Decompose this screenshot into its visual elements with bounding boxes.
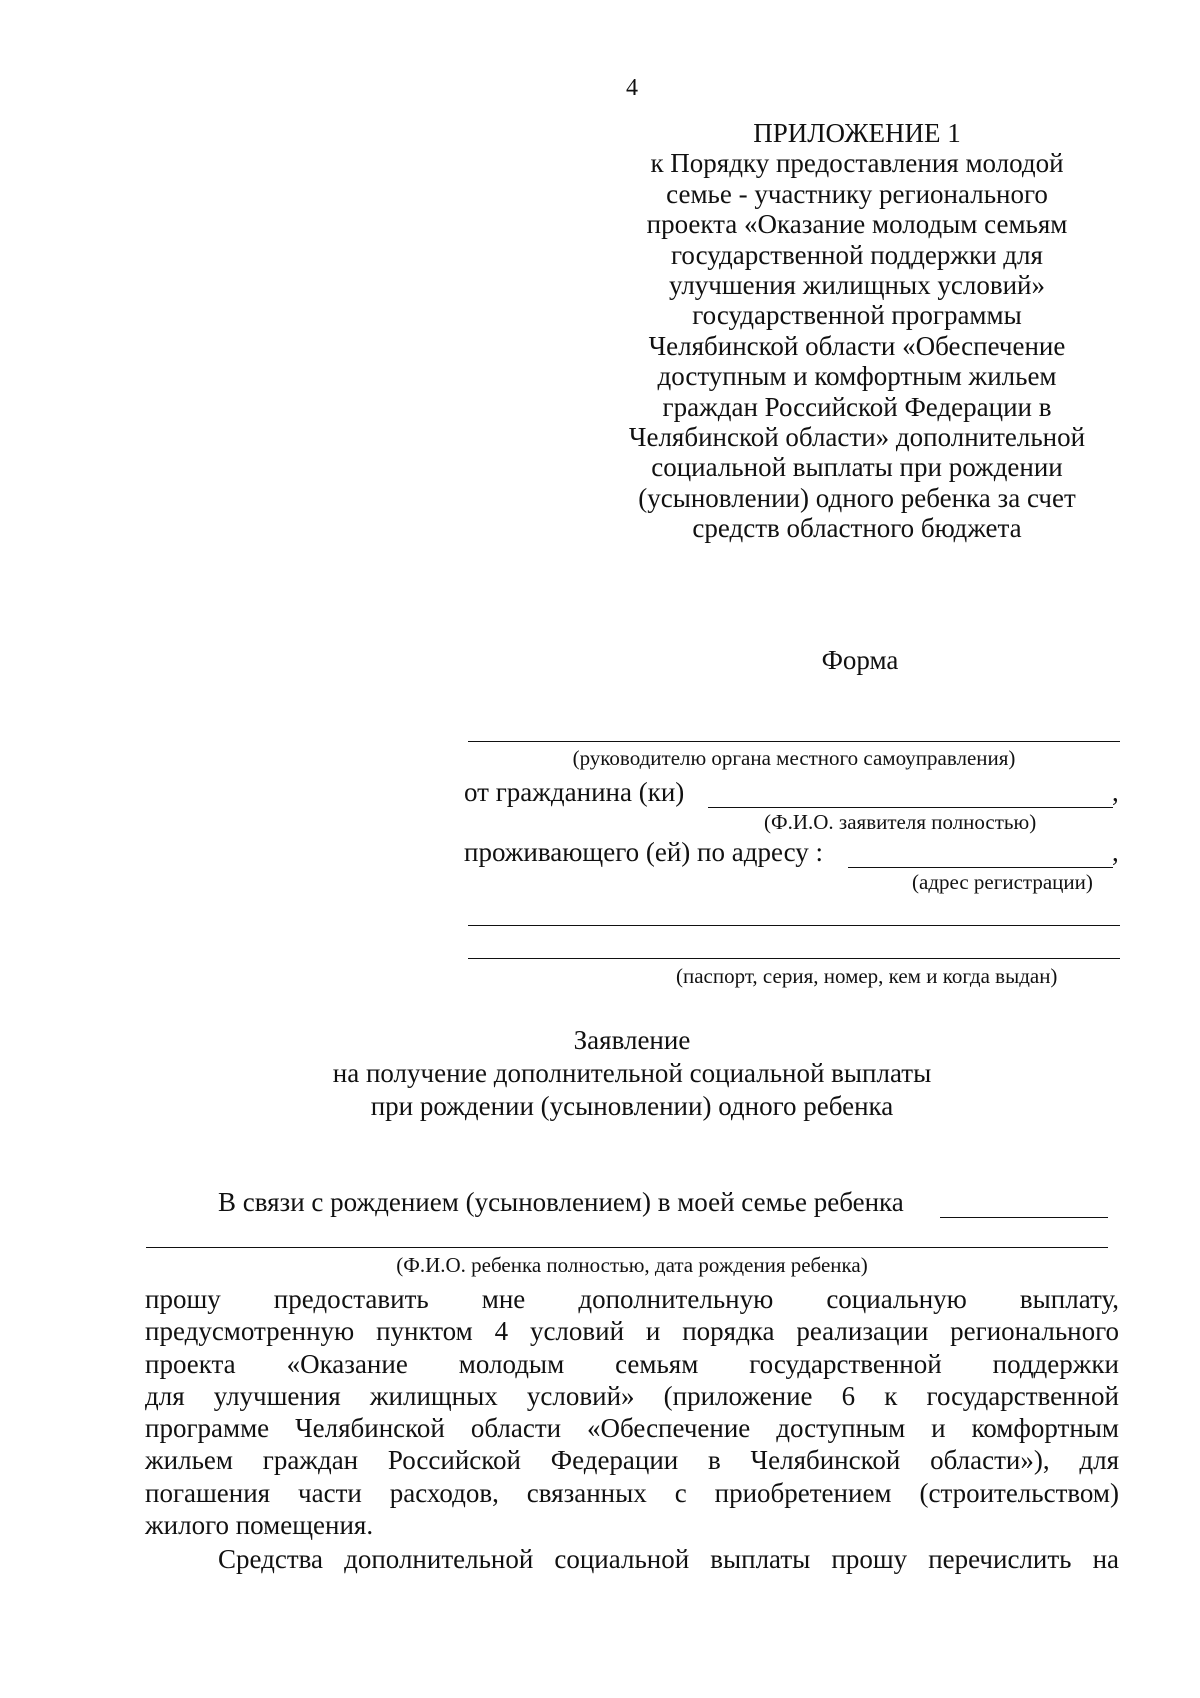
child-fio-caption: (Ф.И.О. ребенка полностью, дата рождения ребенка) — [396, 1253, 868, 1277]
statement-title: Заявление — [573, 1025, 691, 1055]
address-line[interactable] — [848, 867, 1113, 868]
applicant-fio-line[interactable] — [708, 807, 1113, 808]
paragraph-line: жильем граждан Российской Федерации в Челябинской области»), для — [145, 1445, 1119, 1476]
appendix-line: Челябинской области» дополнительной — [628, 422, 1086, 453]
appendix-header — [612, 118, 1102, 544]
child-fio-line[interactable] — [146, 1247, 1108, 1248]
paragraph-line: Средства дополнительной социальной выплаты прошу перечислить на — [218, 1544, 1119, 1574]
appendix-line: улучшения жилищных условий» — [669, 270, 1045, 301]
paragraph-line: программе Челябинской области «Обеспечение доступным и комфортным — [145, 1413, 1119, 1444]
comma: , — [1112, 777, 1119, 807]
head-recipient-caption: (руководителю органа местного самоуправления) — [572, 746, 1016, 770]
transfer-paragraph — [218, 1543, 1119, 1575]
passport-caption: (паспорт, серия, номер, кем и когда выдан) — [676, 964, 1058, 988]
paragraph-line: погашения части расходов, связанных с приобретением (строительством) — [145, 1477, 1119, 1508]
appendix-line: граждан Российской Федерации в — [662, 391, 1052, 422]
paragraph-line: для улучшения жилищных условий» (приложение 6 к государственной — [145, 1380, 1119, 1411]
passport-line-2[interactable] — [468, 958, 1120, 959]
head-recipient-line[interactable] — [468, 741, 1120, 742]
appendix-line: государственной поддержки для — [671, 239, 1043, 270]
request-paragraph — [145, 1283, 1119, 1541]
appendix-line: семье - участнику регионального — [666, 178, 1048, 209]
paragraph-line: проекта «Оказание молодым семьям государственной поддержки — [145, 1348, 1119, 1379]
appendix-line: Челябинской области «Обеспечение — [648, 330, 1066, 361]
paragraph-line: предусмотренную пунктом 4 условий и порядка реализации регионального — [145, 1316, 1119, 1347]
appendix-line: к Порядку предоставления молодой — [650, 148, 1064, 179]
paragraph-line: прошу предоставить мне дополнительную социальную выплату, — [145, 1284, 1119, 1314]
appendix-line: социальной выплаты при рождении — [651, 452, 1063, 483]
intro-text: В связи с рождением (усыновлением) в моей семье ребенка — [218, 1187, 904, 1217]
appendix-line: государственной программы — [692, 300, 1022, 331]
appendix-line: доступным и комфортным жильем — [657, 361, 1057, 392]
address-caption: (адрес регистрации) — [912, 870, 1093, 894]
child-inline-line[interactable] — [940, 1217, 1108, 1218]
appendix-line: проекта «Оказание молодым семьям — [646, 209, 1068, 240]
address-label: проживающего (ей) по адресу : — [464, 837, 823, 867]
from-citizen-label: от гражданина (ки) — [464, 777, 685, 807]
statement-subtitle: при рождении (усыновлении) одного ребенка — [370, 1091, 894, 1121]
appendix-line: ПРИЛОЖЕНИЕ 1 — [753, 118, 961, 148]
appendix-line: (усыновлении) одного ребенка за счет — [638, 482, 1076, 513]
appendix-line: средств областного бюджета — [692, 513, 1022, 544]
page-number: 4 — [626, 75, 638, 101]
form-label: Форма — [821, 645, 899, 675]
applicant-fio-caption: (Ф.И.О. заявителя полностью) — [764, 810, 1037, 834]
paragraph-line: жилого помещения. — [145, 1510, 374, 1541]
passport-line-1[interactable] — [468, 925, 1120, 926]
comma: , — [1112, 837, 1119, 867]
statement-subtitle: на получение дополнительной социальной выплаты — [332, 1058, 932, 1088]
